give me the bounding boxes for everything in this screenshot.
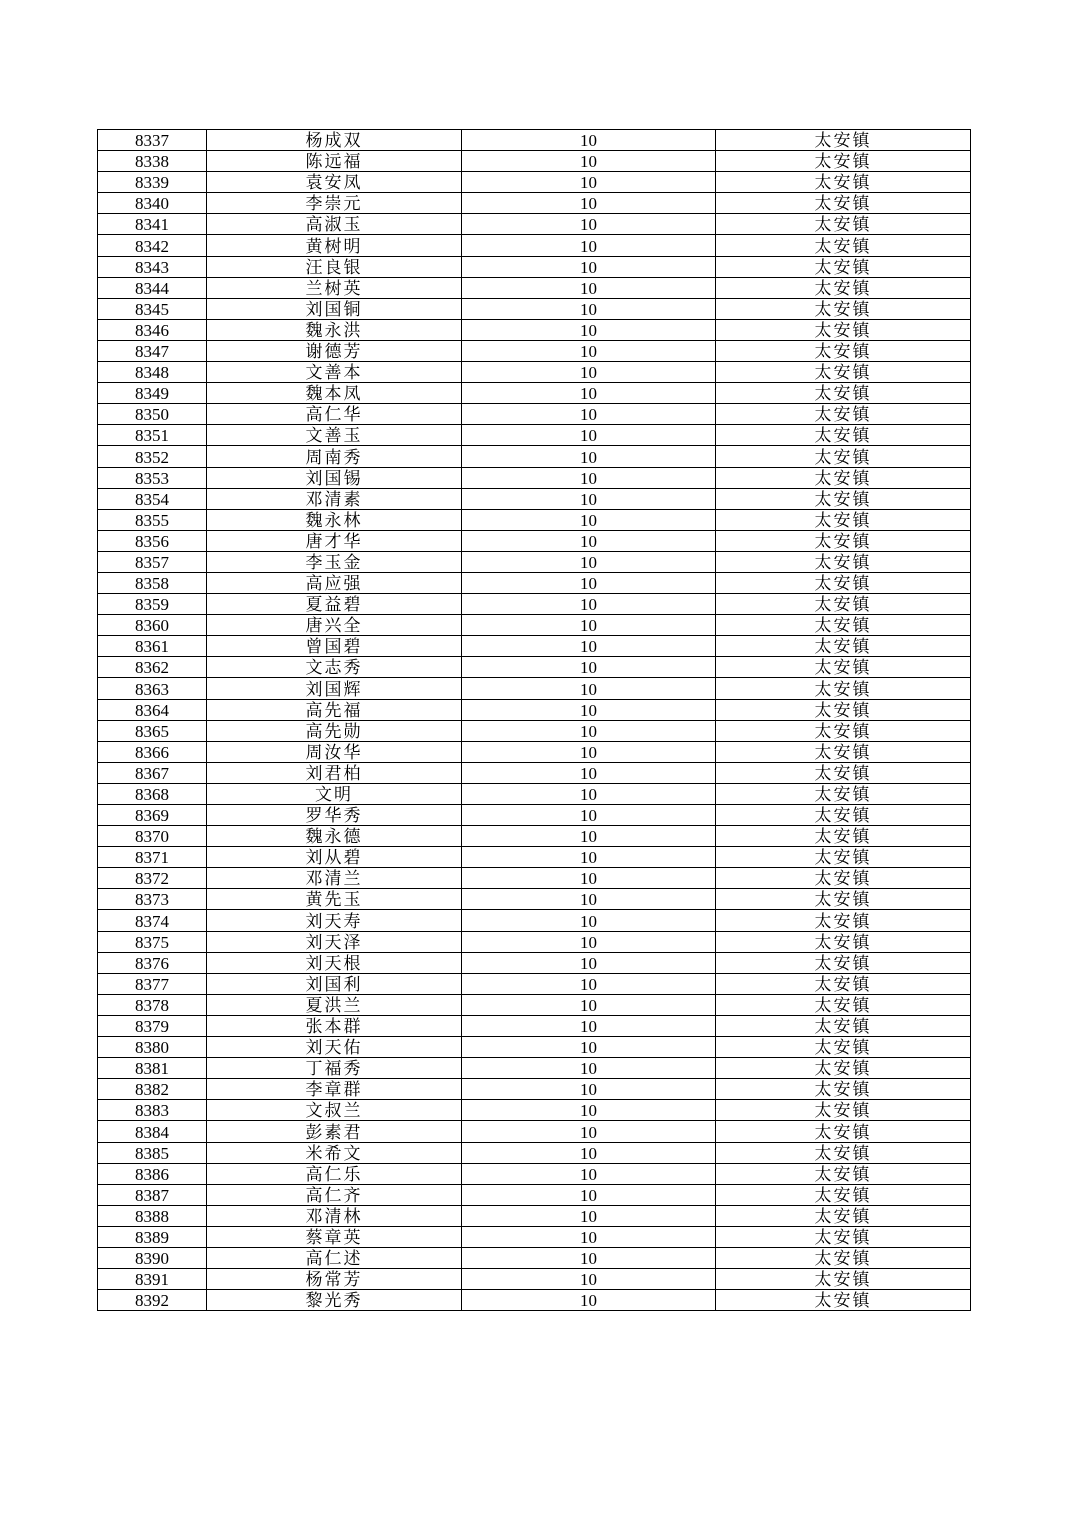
amount-cell: 10: [462, 362, 716, 383]
row-number-cell: 8361: [98, 636, 207, 657]
name-cell: 丁福秀: [207, 1058, 462, 1079]
table-row: [98, 362, 971, 383]
amount-cell: 10: [462, 594, 716, 615]
row-number-cell: 8355: [98, 509, 207, 530]
amount-cell: 10: [462, 615, 716, 636]
name-cell: 谢德芳: [207, 340, 462, 361]
amount-cell: 10: [462, 1015, 716, 1036]
amount-cell: 10: [462, 1163, 716, 1184]
town-cell: 太安镇: [716, 214, 971, 235]
row-number-cell: 8371: [98, 847, 207, 868]
name-cell: 邓清兰: [207, 868, 462, 889]
table-row: [98, 277, 971, 298]
name-cell: 高淑玉: [207, 214, 462, 235]
amount-cell: 10: [462, 235, 716, 256]
name-cell: 刘天佑: [207, 1037, 462, 1058]
table-row: [98, 783, 971, 804]
name-cell: 黎光秀: [207, 1290, 462, 1311]
row-number-cell: 8388: [98, 1205, 207, 1226]
town-cell: 太安镇: [716, 362, 971, 383]
table-row: [98, 1079, 971, 1100]
town-cell: 太安镇: [716, 340, 971, 361]
name-cell: 邓清素: [207, 488, 462, 509]
town-cell: 太安镇: [716, 1290, 971, 1311]
table-row: [98, 130, 971, 151]
town-cell: 太安镇: [716, 994, 971, 1015]
amount-cell: 10: [462, 657, 716, 678]
row-number-cell: 8362: [98, 657, 207, 678]
table-row: [98, 235, 971, 256]
name-cell: 刘国锡: [207, 467, 462, 488]
town-cell: 太安镇: [716, 193, 971, 214]
name-cell: 高应强: [207, 572, 462, 593]
amount-cell: 10: [462, 425, 716, 446]
name-cell: 刘国利: [207, 973, 462, 994]
amount-cell: 10: [462, 572, 716, 593]
name-cell: 高仁述: [207, 1247, 462, 1268]
name-cell: 刘天根: [207, 952, 462, 973]
name-cell: 周南秀: [207, 446, 462, 467]
amount-cell: 10: [462, 1269, 716, 1290]
name-cell: 刘天泽: [207, 931, 462, 952]
table-row: [98, 931, 971, 952]
amount-cell: 10: [462, 319, 716, 340]
name-cell: 唐兴全: [207, 615, 462, 636]
amount-cell: 10: [462, 1184, 716, 1205]
row-number-cell: 8348: [98, 362, 207, 383]
table-row: [98, 1205, 971, 1226]
row-number-cell: 8339: [98, 172, 207, 193]
name-cell: 刘君柏: [207, 762, 462, 783]
table-row: [98, 383, 971, 404]
row-number-cell: 8360: [98, 615, 207, 636]
town-cell: 太安镇: [716, 973, 971, 994]
name-cell: 杨常芳: [207, 1269, 462, 1290]
name-cell: 高先福: [207, 699, 462, 720]
town-cell: 太安镇: [716, 298, 971, 319]
town-cell: 太安镇: [716, 615, 971, 636]
town-cell: 太安镇: [716, 488, 971, 509]
town-cell: 太安镇: [716, 1247, 971, 1268]
table-row: [98, 889, 971, 910]
town-cell: 太安镇: [716, 847, 971, 868]
row-number-cell: 8373: [98, 889, 207, 910]
row-number-cell: 8376: [98, 952, 207, 973]
table-row: [98, 446, 971, 467]
town-cell: 太安镇: [716, 1121, 971, 1142]
amount-cell: 10: [462, 130, 716, 151]
name-cell: 李崇元: [207, 193, 462, 214]
table-row: [98, 994, 971, 1015]
name-cell: 文明: [207, 783, 462, 804]
amount-cell: 10: [462, 193, 716, 214]
amount-cell: 10: [462, 530, 716, 551]
name-cell: 魏本凤: [207, 383, 462, 404]
amount-cell: 10: [462, 952, 716, 973]
name-cell: 袁安凤: [207, 172, 462, 193]
amount-cell: 10: [462, 636, 716, 657]
row-number-cell: 8340: [98, 193, 207, 214]
table-row: [98, 636, 971, 657]
town-cell: 太安镇: [716, 1079, 971, 1100]
town-cell: 太安镇: [716, 509, 971, 530]
name-cell: 高仁华: [207, 404, 462, 425]
table-row: [98, 720, 971, 741]
table-row: [98, 1100, 971, 1121]
town-cell: 太安镇: [716, 277, 971, 298]
name-cell: 彭素君: [207, 1121, 462, 1142]
table-row: [98, 1142, 971, 1163]
row-number-cell: 8375: [98, 931, 207, 952]
table-row: [98, 488, 971, 509]
row-number-cell: 8349: [98, 383, 207, 404]
row-number-cell: 8363: [98, 678, 207, 699]
table-row: [98, 1184, 971, 1205]
amount-cell: 10: [462, 1100, 716, 1121]
name-cell: 李章群: [207, 1079, 462, 1100]
town-cell: 太安镇: [716, 783, 971, 804]
row-number-cell: 8386: [98, 1163, 207, 1184]
name-cell: 魏永德: [207, 826, 462, 847]
town-cell: 太安镇: [716, 1163, 971, 1184]
town-cell: 太安镇: [716, 678, 971, 699]
row-number-cell: 8390: [98, 1247, 207, 1268]
row-number-cell: 8391: [98, 1269, 207, 1290]
name-cell: 唐才华: [207, 530, 462, 551]
town-cell: 太安镇: [716, 256, 971, 277]
town-cell: 太安镇: [716, 446, 971, 467]
town-cell: 太安镇: [716, 826, 971, 847]
row-number-cell: 8370: [98, 826, 207, 847]
row-number-cell: 8379: [98, 1015, 207, 1036]
town-cell: 太安镇: [716, 551, 971, 572]
row-number-cell: 8356: [98, 530, 207, 551]
amount-cell: 10: [462, 256, 716, 277]
amount-cell: 10: [462, 1037, 716, 1058]
amount-cell: 10: [462, 1290, 716, 1311]
town-cell: 太安镇: [716, 172, 971, 193]
town-cell: 太安镇: [716, 572, 971, 593]
row-number-cell: 8372: [98, 868, 207, 889]
table-row: [98, 910, 971, 931]
name-cell: 魏永洪: [207, 319, 462, 340]
name-cell: 蔡章英: [207, 1226, 462, 1247]
town-cell: 太安镇: [716, 762, 971, 783]
name-cell: 兰树英: [207, 277, 462, 298]
table-row: [98, 340, 971, 361]
amount-cell: 10: [462, 1205, 716, 1226]
table-row: [98, 298, 971, 319]
town-cell: 太安镇: [716, 741, 971, 762]
row-number-cell: 8346: [98, 319, 207, 340]
town-cell: 太安镇: [716, 805, 971, 826]
row-number-cell: 8377: [98, 973, 207, 994]
table-row: [98, 678, 971, 699]
table-row: [98, 615, 971, 636]
name-cell: 魏永林: [207, 509, 462, 530]
name-cell: 夏益碧: [207, 594, 462, 615]
name-cell: 陈远福: [207, 151, 462, 172]
row-number-cell: 8384: [98, 1121, 207, 1142]
amount-cell: 10: [462, 1247, 716, 1268]
roster-table-body: [98, 130, 971, 1311]
name-cell: 刘从碧: [207, 847, 462, 868]
row-number-cell: 8345: [98, 298, 207, 319]
row-number-cell: 8369: [98, 805, 207, 826]
amount-cell: 10: [462, 741, 716, 762]
town-cell: 太安镇: [716, 889, 971, 910]
name-cell: 周汝华: [207, 741, 462, 762]
table-row: [98, 151, 971, 172]
amount-cell: 10: [462, 214, 716, 235]
town-cell: 太安镇: [716, 657, 971, 678]
row-number-cell: 8358: [98, 572, 207, 593]
row-number-cell: 8380: [98, 1037, 207, 1058]
name-cell: 杨成双: [207, 130, 462, 151]
town-cell: 太安镇: [716, 1226, 971, 1247]
amount-cell: 10: [462, 889, 716, 910]
amount-cell: 10: [462, 868, 716, 889]
name-cell: 夏洪兰: [207, 994, 462, 1015]
town-cell: 太安镇: [716, 952, 971, 973]
town-cell: 太安镇: [716, 130, 971, 151]
table-row: [98, 1015, 971, 1036]
table-row: [98, 1269, 971, 1290]
town-cell: 太安镇: [716, 530, 971, 551]
town-cell: 太安镇: [716, 1269, 971, 1290]
town-cell: 太安镇: [716, 1184, 971, 1205]
row-number-cell: 8341: [98, 214, 207, 235]
row-number-cell: 8342: [98, 235, 207, 256]
table-row: [98, 847, 971, 868]
amount-cell: 10: [462, 783, 716, 804]
row-number-cell: 8352: [98, 446, 207, 467]
amount-cell: 10: [462, 151, 716, 172]
name-cell: 刘国铜: [207, 298, 462, 319]
town-cell: 太安镇: [716, 931, 971, 952]
amount-cell: 10: [462, 1142, 716, 1163]
table-row: [98, 193, 971, 214]
roster-table: [97, 129, 971, 1311]
amount-cell: 10: [462, 298, 716, 319]
town-cell: 太安镇: [716, 1037, 971, 1058]
row-number-cell: 8387: [98, 1184, 207, 1205]
town-cell: 太安镇: [716, 1205, 971, 1226]
amount-cell: 10: [462, 1121, 716, 1142]
town-cell: 太安镇: [716, 319, 971, 340]
town-cell: 太安镇: [716, 1142, 971, 1163]
row-number-cell: 8368: [98, 783, 207, 804]
row-number-cell: 8383: [98, 1100, 207, 1121]
table-row: [98, 805, 971, 826]
name-cell: 邓清林: [207, 1205, 462, 1226]
table-row: [98, 657, 971, 678]
amount-cell: 10: [462, 910, 716, 931]
row-number-cell: 8381: [98, 1058, 207, 1079]
amount-cell: 10: [462, 994, 716, 1015]
row-number-cell: 8344: [98, 277, 207, 298]
table-row: [98, 1226, 971, 1247]
amount-cell: 10: [462, 488, 716, 509]
table-row: [98, 425, 971, 446]
town-cell: 太安镇: [716, 699, 971, 720]
name-cell: 刘天寿: [207, 910, 462, 931]
table-row: [98, 319, 971, 340]
row-number-cell: 8374: [98, 910, 207, 931]
table-row: [98, 509, 971, 530]
table-row: [98, 868, 971, 889]
row-number-cell: 8385: [98, 1142, 207, 1163]
table-row: [98, 404, 971, 425]
amount-cell: 10: [462, 847, 716, 868]
amount-cell: 10: [462, 720, 716, 741]
table-row: [98, 214, 971, 235]
town-cell: 太安镇: [716, 1100, 971, 1121]
table-row: [98, 551, 971, 572]
table-row: [98, 1290, 971, 1311]
name-cell: 文善本: [207, 362, 462, 383]
table-row: [98, 1058, 971, 1079]
name-cell: 米希文: [207, 1142, 462, 1163]
amount-cell: 10: [462, 678, 716, 699]
name-cell: 张本群: [207, 1015, 462, 1036]
amount-cell: 10: [462, 446, 716, 467]
table-row: [98, 826, 971, 847]
name-cell: 文叔兰: [207, 1100, 462, 1121]
name-cell: 高仁乐: [207, 1163, 462, 1184]
table-row: [98, 572, 971, 593]
town-cell: 太安镇: [716, 1058, 971, 1079]
amount-cell: 10: [462, 509, 716, 530]
amount-cell: 10: [462, 1079, 716, 1100]
row-number-cell: 8350: [98, 404, 207, 425]
town-cell: 太安镇: [716, 467, 971, 488]
town-cell: 太安镇: [716, 151, 971, 172]
town-cell: 太安镇: [716, 383, 971, 404]
row-number-cell: 8337: [98, 130, 207, 151]
name-cell: 罗华秀: [207, 805, 462, 826]
row-number-cell: 8338: [98, 151, 207, 172]
amount-cell: 10: [462, 172, 716, 193]
name-cell: 刘国辉: [207, 678, 462, 699]
row-number-cell: 8353: [98, 467, 207, 488]
row-number-cell: 8351: [98, 425, 207, 446]
row-number-cell: 8357: [98, 551, 207, 572]
table-row: [98, 699, 971, 720]
amount-cell: 10: [462, 383, 716, 404]
town-cell: 太安镇: [716, 235, 971, 256]
amount-cell: 10: [462, 699, 716, 720]
name-cell: 高仁齐: [207, 1184, 462, 1205]
town-cell: 太安镇: [716, 425, 971, 446]
name-cell: 曾国碧: [207, 636, 462, 657]
roster-sheet: [97, 129, 970, 1311]
town-cell: 太安镇: [716, 720, 971, 741]
amount-cell: 10: [462, 805, 716, 826]
amount-cell: 10: [462, 1226, 716, 1247]
name-cell: 高先勋: [207, 720, 462, 741]
table-row: [98, 530, 971, 551]
row-number-cell: 8366: [98, 741, 207, 762]
table-row: [98, 1037, 971, 1058]
town-cell: 太安镇: [716, 1015, 971, 1036]
row-number-cell: 8354: [98, 488, 207, 509]
amount-cell: 10: [462, 551, 716, 572]
name-cell: 黄先玉: [207, 889, 462, 910]
name-cell: 汪良银: [207, 256, 462, 277]
amount-cell: 10: [462, 826, 716, 847]
town-cell: 太安镇: [716, 594, 971, 615]
table-row: [98, 973, 971, 994]
row-number-cell: 8392: [98, 1290, 207, 1311]
amount-cell: 10: [462, 404, 716, 425]
table-row: [98, 1121, 971, 1142]
name-cell: 文志秀: [207, 657, 462, 678]
table-row: [98, 594, 971, 615]
table-row: [98, 762, 971, 783]
row-number-cell: 8378: [98, 994, 207, 1015]
table-row: [98, 952, 971, 973]
amount-cell: 10: [462, 467, 716, 488]
amount-cell: 10: [462, 277, 716, 298]
amount-cell: 10: [462, 1058, 716, 1079]
row-number-cell: 8367: [98, 762, 207, 783]
table-row: [98, 741, 971, 762]
town-cell: 太安镇: [716, 910, 971, 931]
row-number-cell: 8389: [98, 1226, 207, 1247]
row-number-cell: 8343: [98, 256, 207, 277]
amount-cell: 10: [462, 973, 716, 994]
name-cell: 黄树明: [207, 235, 462, 256]
amount-cell: 10: [462, 931, 716, 952]
table-row: [98, 467, 971, 488]
amount-cell: 10: [462, 340, 716, 361]
table-row: [98, 256, 971, 277]
name-cell: 李玉金: [207, 551, 462, 572]
row-number-cell: 8359: [98, 594, 207, 615]
row-number-cell: 8364: [98, 699, 207, 720]
town-cell: 太安镇: [716, 636, 971, 657]
town-cell: 太安镇: [716, 404, 971, 425]
table-row: [98, 1247, 971, 1268]
row-number-cell: 8382: [98, 1079, 207, 1100]
table-row: [98, 1163, 971, 1184]
town-cell: 太安镇: [716, 868, 971, 889]
amount-cell: 10: [462, 762, 716, 783]
table-row: [98, 172, 971, 193]
name-cell: 文善玉: [207, 425, 462, 446]
row-number-cell: 8365: [98, 720, 207, 741]
row-number-cell: 8347: [98, 340, 207, 361]
